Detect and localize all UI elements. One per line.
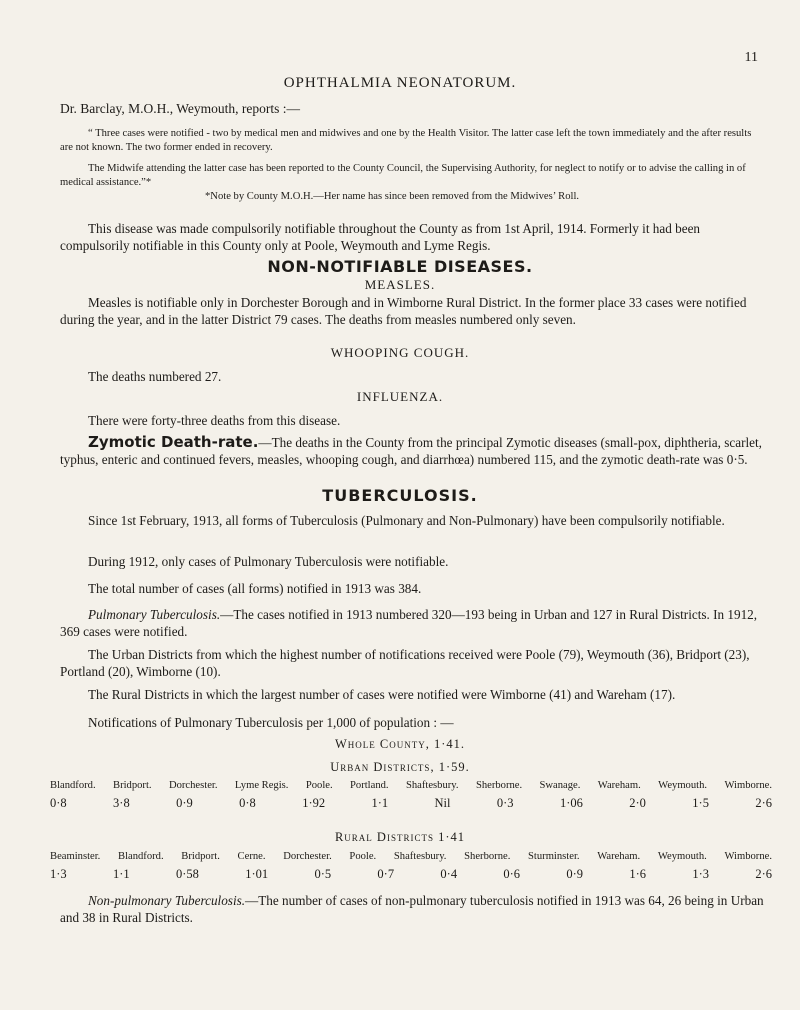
rural-values-cell: 2·6: [755, 867, 772, 881]
measles-paragraph: Measles is notifiable only in Dorchester Borough and in Wimborne Rural District. In the former place 33 cases were notified during the year, and in the latter District 79 cases. The deaths from measles numbered only seven.: [60, 295, 747, 327]
tuberculosis-heading: TUBERCULOSIS.: [322, 486, 478, 505]
pulmonary-paragraph: [60, 606, 765, 640]
urban-names-cell: Dorchester.: [168, 780, 218, 791]
notifications-intro: Notifications of Pulmonary Tuberculosis per 1,000 of population : —: [88, 715, 454, 730]
rural-values-cell: 1·6: [629, 867, 647, 881]
urban-values-cell: 1·06: [559, 796, 583, 810]
section-title-ophthalmia: OPHTHALMIA NEONATORUM.: [283, 75, 517, 91]
urban-names-cell: Poole.: [305, 780, 333, 791]
whole-county-rate: Whole County, 1·41.: [334, 737, 466, 751]
urban-values-cell: 1·1: [371, 796, 389, 810]
urban-names-cell: Blandford.: [50, 780, 96, 791]
rural-districts-heading: Rural Districts 1·41: [334, 830, 466, 844]
intro-line: Dr. Barclay, M.O.H., Weymouth, reports :—: [60, 101, 301, 116]
urban-values-cell: 2·6: [755, 796, 772, 810]
measles-heading: MEASLES.: [364, 277, 436, 292]
footnote: *Note by County M.O.H.—Her name has since been removed from the Midwives’ Roll.: [205, 191, 580, 202]
rural-values-cell: 0·4: [440, 867, 458, 881]
non-pulmonary-text: —The number of cases of non-pulmonary tuberculosis notified in 1913 was 64, 26 being in Urban and 38 in Rural Districts.: [60, 893, 764, 925]
rural-values-cell: 0·6: [503, 867, 521, 881]
rural-values-cell: 0·58: [175, 867, 199, 881]
rural-names-cell: Poole.: [349, 851, 377, 862]
rural-names-cell: Shaftesbury.: [393, 851, 447, 862]
urban-districts-heading: Urban Districts, 1·59.: [330, 760, 470, 774]
urban-values-cell: 0·8: [239, 796, 256, 810]
urban-values-row: [50, 796, 772, 811]
rural-names-row: [50, 851, 772, 862]
rural-names-cell: Sturminster.: [528, 851, 580, 862]
rural-values-row: [50, 867, 772, 882]
rural-largest-paragraph: The Rural Districts in which the largest number of cases were notified were Wimborne (41) and Wareham (17).: [88, 687, 676, 702]
urban-names-cell: Wareham.: [597, 780, 641, 791]
rural-names-cell: Bridport.: [181, 851, 220, 862]
urban-values-cell: 0·3: [496, 796, 514, 810]
rural-names-cell: Cerne.: [237, 851, 266, 862]
tb-paragraph-3: The total number of cases (all forms) notified in 1913 was 384.: [88, 581, 422, 596]
rural-names-cell: Weymouth.: [657, 851, 707, 862]
tb-paragraph-2: During 1912, only cases of Pulmonary Tuberculosis were notifiable.: [88, 554, 449, 569]
non-pulmonary-paragraph: [60, 892, 765, 926]
pulmonary-text: —The cases notified in 1913 numbered 320—193 being in Urban and 127 in Rural Districts. In 1912, 369 cases were notified.: [60, 607, 758, 639]
urban-values-cell: Nil: [434, 796, 451, 810]
urban-names-cell: Wimborne.: [724, 780, 772, 791]
urban-names-row: [50, 780, 772, 791]
non-pulmonary-label: Non-pulmonary Tuberculosis.: [88, 893, 246, 908]
rural-names-cell: Dorchester.: [283, 851, 332, 862]
rural-values-cell: 0·5: [314, 867, 332, 881]
urban-names-cell: Bridport.: [113, 780, 152, 791]
tb-paragraph-1: Since 1st February, 1913, all forms of Tuberculosis (Pulmonary and Non-Pulmonary) have been compulsorily notifiable.: [88, 513, 725, 528]
rural-names-cell: Blandford.: [118, 851, 164, 862]
urban-names-cell: Weymouth.: [658, 780, 708, 791]
rural-values-cell: 1·1: [112, 867, 130, 881]
rural-names-cell: Beaminster.: [50, 851, 101, 862]
influenza-heading: INFLUENZA.: [356, 389, 444, 404]
urban-values-cell: 0·8: [50, 796, 67, 810]
urban-names-cell: Shaftesbury.: [405, 780, 459, 791]
compulsory-paragraph: This disease was made compulsorily notifiable throughout the County as from 1st April, 1914. Formerly it had been compulsorily notifiable in this County only at Poole, Weymouth and Lyme Regis.: [60, 221, 701, 253]
pulmonary-label: Pulmonary Tuberculosis.: [88, 607, 221, 622]
urban-values-cell: 1·92: [302, 796, 326, 810]
non-notifiable-heading: NON-NOTIFIABLE DISEASES.: [267, 257, 533, 276]
urban-values-cell: 1·5: [692, 796, 709, 810]
influenza-paragraph: There were forty-three deaths from this disease.: [88, 413, 341, 428]
rural-values-cell: 1·3: [50, 867, 67, 881]
zymotic-paragraph: [60, 434, 765, 468]
urban-names-cell: Portland.: [350, 780, 389, 791]
rural-values-cell: 0·7: [377, 867, 395, 881]
urban-values-cell: 2·0: [629, 796, 646, 810]
urban-names-cell: Sherborne.: [475, 780, 523, 791]
rural-names-cell: Sherborne.: [464, 851, 511, 862]
urban-values-cell: 3·8: [113, 796, 130, 810]
rural-names-cell: Wareham.: [597, 851, 641, 862]
rural-values-cell: 1·01: [245, 867, 269, 881]
whooping-cough-heading: WHOOPING COUGH.: [330, 345, 470, 360]
rural-values-cell: 1·3: [692, 867, 710, 881]
whooping-cough-paragraph: The deaths numbered 27.: [88, 369, 222, 384]
quote-paragraph-1: “ Three cases were notified - two by medical men and midwives and one by the Health Visitor. The latter case left the town immediately and the after results are not known. The two former ended in recovery.: [60, 128, 752, 153]
zymotic-heading: Zymotic Death-rate.: [88, 433, 259, 451]
urban-highest-paragraph: The Urban Districts from which the highest number of notifications received were Poole (79), Weymouth (36), Bridport (23), Portland (20), Wimborne (10).: [60, 647, 750, 679]
zymotic-text: —The deaths in the County from the principal Zymotic diseases (small-pox, diphtheria, scarlet, typhus, enteric and continued fevers, measles, whooping cough, and diarrhœa) numbered 115, and the zymotic death-rate was 0·5.: [60, 435, 762, 467]
urban-names-cell: Lyme Regis.: [234, 780, 289, 791]
urban-values-cell: 0·9: [176, 796, 193, 810]
quote-paragraph-2: The Midwife attending the latter case has been reported to the County Council, the Supervising Authority, for neglect to notify or to advise the calling in of medical assistance.”*: [60, 163, 746, 188]
urban-names-cell: Swanage.: [539, 780, 581, 791]
rural-values-cell: 0·9: [566, 867, 584, 881]
rural-names-cell: Wimborne.: [724, 851, 772, 862]
page-number: 11: [744, 50, 758, 65]
